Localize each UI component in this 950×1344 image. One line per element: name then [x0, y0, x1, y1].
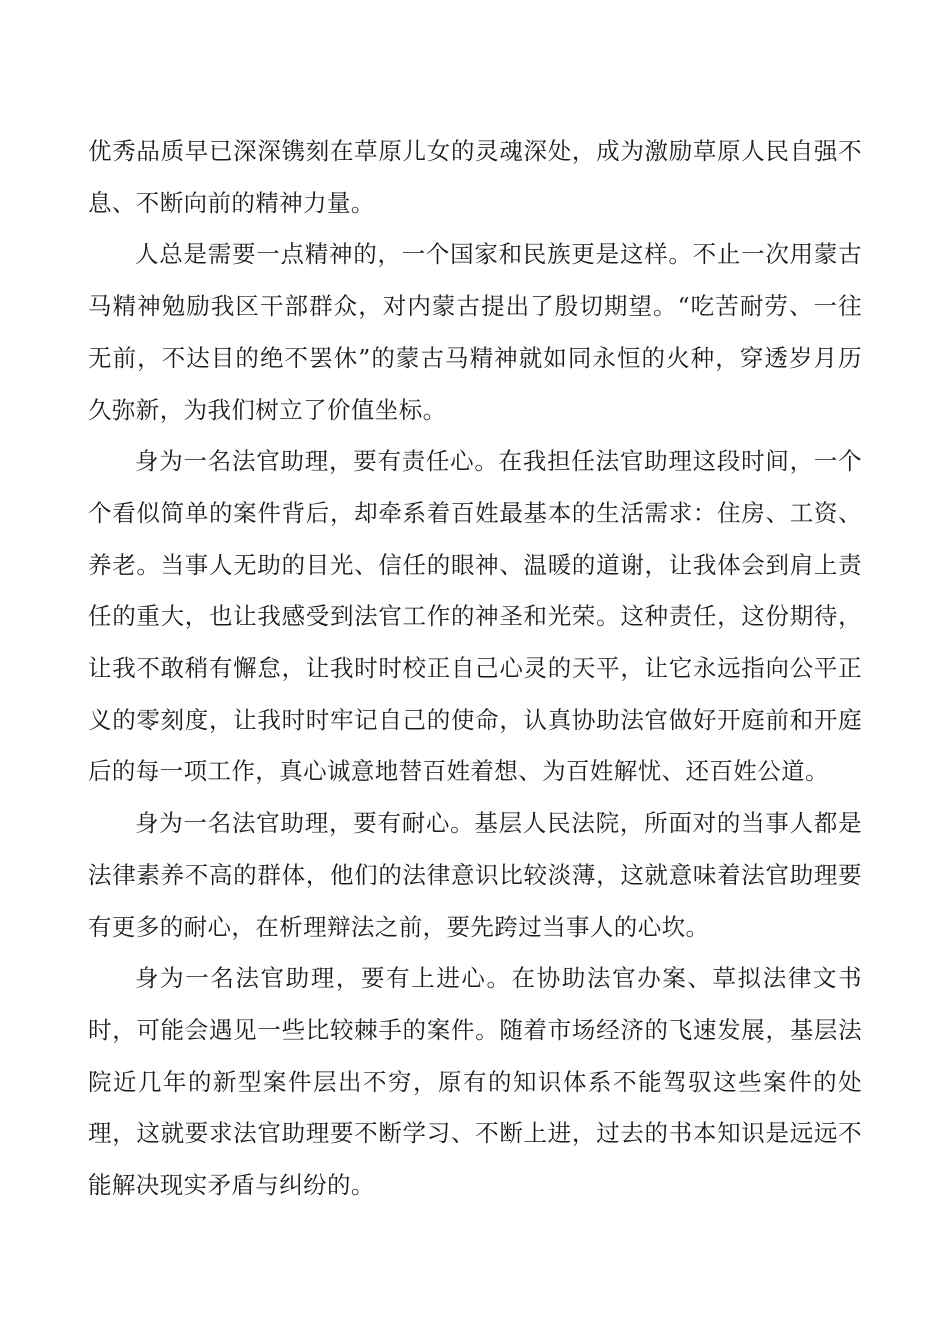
document-body — [88, 126, 862, 1212]
paragraph-1: 优秀品质早已深深镌刻在草原儿女的灵魂深处，成为激励草原人民自强不息、不断向前的精神力量。 — [88, 137, 862, 217]
paragraph-3: 身为一名法官助理，要有责任心。在我担任法官助理这段时间，一个个看似简单的案件背后，却牵系着百姓最基本的生活需求：住房、工资、养老。当事人无助的目光、信任的眼神、温暖的道谢，让我体会到肩上责任的重大，也让我感受到法官工作的神圣和光荣。这种责任，这份期待，让我不敢稍有懈怠，让我时时校正自己心灵的天平，让它永远指向公平正义的零刻度，让我时时牢记自己的使命，认真协助法官做好开庭前和开庭后的每一项工作，真心诚意地替百姓着想、为百姓解忧、还百姓公道。 — [88, 447, 862, 786]
paragraph-5: 身为一名法官助理，要有上进心。在协助法官办案、草拟法律文书时，可能会遇见一些比较棘手的案件。随着市场经济的飞速发展，基层法院近几年的新型案件层出不穷，原有的知识体系不能驾驭这些案件的处理，这就要求法官助理要不断学习、不断上进，过去的书本知识是远远不能解决现实矛盾与纠纷的。 — [88, 964, 862, 1200]
paragraph-2: 人总是需要一点精神的，一个国家和民族更是这样。不止一次用蒙古马精神勉励我区干部群众，对内蒙古提出了殷切期望。“吃苦耐劳、一往无前，不达目的绝不罢休”的蒙古马精神就如同永恒的火种，穿透岁月历久弥新，为我们树立了价值坐标。 — [88, 240, 862, 424]
paragraph-4: 身为一名法官助理，要有耐心。基层人民法院，所面对的当事人都是法律素养不高的群体，他们的法律意识比较淡薄，这就意味着法官助理要有更多的耐心，在析理辩法之前，要先跨过当事人的心坎。 — [88, 809, 862, 941]
